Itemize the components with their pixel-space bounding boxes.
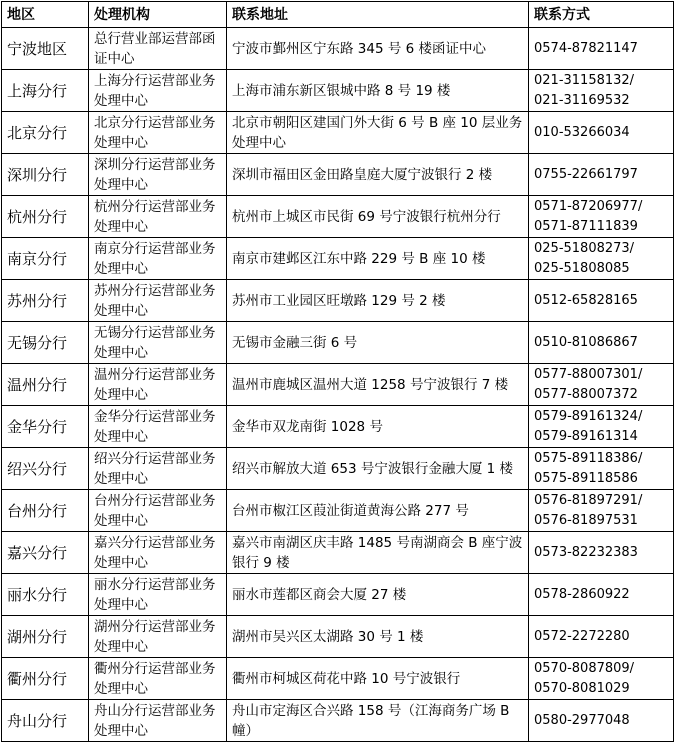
region-cell: 北京分行 [2, 112, 89, 154]
phone-number: 0580-2977048 [534, 712, 630, 728]
address-cell: 杭州市上城区市民街 69 号宁波银行杭州分行 [227, 196, 529, 238]
phone-number: 021-31158132/ [534, 72, 635, 88]
table-row [2, 574, 674, 616]
table-row [2, 364, 674, 406]
address-cell: 无锡市金融三街 6 号 [227, 322, 529, 364]
phone-number: 0579-89161314 [534, 428, 638, 444]
phone-number: 025-51808273/ [534, 240, 635, 256]
phone-number: 0570-8081029 [534, 680, 630, 696]
address-cell: 上海市浦东新区银城中路 8 号 19 楼 [227, 70, 529, 112]
phone-number: 0577-88007301/ [534, 366, 643, 382]
phone-cell [529, 658, 674, 700]
phone-number: 0571-87111839 [534, 218, 638, 234]
header-contact: 联系方式 [529, 2, 674, 28]
phone-cell [529, 364, 674, 406]
header-address: 联系地址 [227, 2, 529, 28]
organization-cell: 嘉兴分行运营部业务处理中心 [89, 532, 227, 574]
table-row [2, 70, 674, 112]
phone-cell [529, 574, 674, 616]
phone-cell [529, 238, 674, 280]
region-cell: 台州分行 [2, 490, 89, 532]
header-row [2, 2, 674, 28]
phone-number: 0575-89118386/ [534, 450, 643, 466]
table-row [2, 196, 674, 238]
phone-cell [529, 280, 674, 322]
address-cell: 衢州市柯城区荷花中路 10 号宁波银行 [227, 658, 529, 700]
phone-number: 025-51808085 [534, 260, 630, 276]
phone-number: 021-31169532 [534, 92, 630, 108]
phone-cell [529, 28, 674, 70]
organization-cell: 绍兴分行运营部业务处理中心 [89, 448, 227, 490]
phone-cell [529, 700, 674, 742]
region-cell: 苏州分行 [2, 280, 89, 322]
header-organization: 处理机构 [89, 2, 227, 28]
region-cell: 宁波地区 [2, 28, 89, 70]
organization-cell: 丽水分行运营部业务处理中心 [89, 574, 227, 616]
address-cell: 湖州市吴兴区太湖路 30 号 1 楼 [227, 616, 529, 658]
address-cell: 台州市椒江区葭沚街道黄海公路 277 号 [227, 490, 529, 532]
region-cell: 丽水分行 [2, 574, 89, 616]
address-cell: 宁波市鄞州区宁东路 345 号 6 楼函证中心 [227, 28, 529, 70]
region-cell: 衢州分行 [2, 658, 89, 700]
phone-number: 0570-8087809/ [534, 660, 635, 676]
address-cell: 舟山市定海区合兴路 158 号（江海商务广场 B 幢） [227, 700, 529, 742]
region-cell: 南京分行 [2, 238, 89, 280]
phone-number: 010-53266034 [534, 124, 630, 140]
phone-number: 0574-87821147 [534, 40, 638, 56]
phone-cell [529, 322, 674, 364]
organization-cell: 衢州分行运营部业务处理中心 [89, 658, 227, 700]
organization-cell: 台州分行运营部业务处理中心 [89, 490, 227, 532]
table-row [2, 700, 674, 742]
address-cell: 苏州市工业园区旺墩路 129 号 2 楼 [227, 280, 529, 322]
phone-cell [529, 196, 674, 238]
table-row [2, 154, 674, 196]
region-cell: 嘉兴分行 [2, 532, 89, 574]
table-body [2, 28, 674, 742]
table-row [2, 280, 674, 322]
phone-cell [529, 406, 674, 448]
organization-cell: 苏州分行运营部业务处理中心 [89, 280, 227, 322]
table-row [2, 490, 674, 532]
phone-number: 0573-82232383 [534, 544, 638, 560]
phone-cell [529, 448, 674, 490]
phone-number: 0510-81086867 [534, 334, 638, 350]
phone-number: 0572-2272280 [534, 628, 630, 644]
phone-number: 0512-65828165 [534, 292, 638, 308]
address-cell: 金华市双龙南街 1028 号 [227, 406, 529, 448]
organization-cell: 杭州分行运营部业务处理中心 [89, 196, 227, 238]
region-cell: 舟山分行 [2, 700, 89, 742]
phone-cell [529, 616, 674, 658]
region-cell: 杭州分行 [2, 196, 89, 238]
region-cell: 上海分行 [2, 70, 89, 112]
organization-cell: 北京分行运营部业务处理中心 [89, 112, 227, 154]
region-cell: 绍兴分行 [2, 448, 89, 490]
phone-number: 0576-81897531 [534, 512, 638, 528]
table-row [2, 616, 674, 658]
address-cell: 深圳市福田区金田路皇庭大厦宁波银行 2 楼 [227, 154, 529, 196]
phone-cell [529, 112, 674, 154]
address-cell: 丽水市莲都区商会大厦 27 楼 [227, 574, 529, 616]
address-cell: 北京市朝阳区建国门外大街 6 号 B 座 10 层业务处理中心 [227, 112, 529, 154]
region-cell: 金华分行 [2, 406, 89, 448]
organization-cell: 总行营业部运营部函证中心 [89, 28, 227, 70]
region-cell: 深圳分行 [2, 154, 89, 196]
phone-cell [529, 532, 674, 574]
table-row [2, 532, 674, 574]
phone-cell [529, 154, 674, 196]
organization-cell: 温州分行运营部业务处理中心 [89, 364, 227, 406]
phone-number: 0571-87206977/ [534, 198, 643, 214]
phone-cell [529, 70, 674, 112]
phone-number: 0577-88007372 [534, 386, 638, 402]
organization-cell: 无锡分行运营部业务处理中心 [89, 322, 227, 364]
phone-number: 0575-89118586 [534, 470, 638, 486]
phone-number: 0578-2860922 [534, 586, 630, 602]
region-cell: 无锡分行 [2, 322, 89, 364]
organization-cell: 上海分行运营部业务处理中心 [89, 70, 227, 112]
phone-number: 0579-89161324/ [534, 408, 643, 424]
organization-cell: 南京分行运营部业务处理中心 [89, 238, 227, 280]
organization-cell: 深圳分行运营部业务处理中心 [89, 154, 227, 196]
address-cell: 绍兴市解放大道 653 号宁波银行金融大厦 1 楼 [227, 448, 529, 490]
organization-cell: 舟山分行运营部业务处理中心 [89, 700, 227, 742]
address-cell: 南京市建邺区江东中路 229 号 B 座 10 楼 [227, 238, 529, 280]
table-row [2, 658, 674, 700]
header-region: 地区 [2, 2, 89, 28]
table-row [2, 238, 674, 280]
address-cell: 嘉兴市南湖区庆丰路 1485 号南湖商会 B 座宁波银行 9 楼 [227, 532, 529, 574]
region-cell: 温州分行 [2, 364, 89, 406]
table-row [2, 448, 674, 490]
organization-cell: 金华分行运营部业务处理中心 [89, 406, 227, 448]
organization-cell: 湖州分行运营部业务处理中心 [89, 616, 227, 658]
phone-cell [529, 490, 674, 532]
table-row [2, 322, 674, 364]
branch-contact-table [1, 1, 674, 742]
address-cell: 温州市鹿城区温州大道 1258 号宁波银行 7 楼 [227, 364, 529, 406]
region-cell: 湖州分行 [2, 616, 89, 658]
table-row [2, 112, 674, 154]
phone-number: 0576-81897291/ [534, 492, 643, 508]
phone-number: 0755-22661797 [534, 166, 638, 182]
table-row [2, 28, 674, 70]
table-row [2, 406, 674, 448]
